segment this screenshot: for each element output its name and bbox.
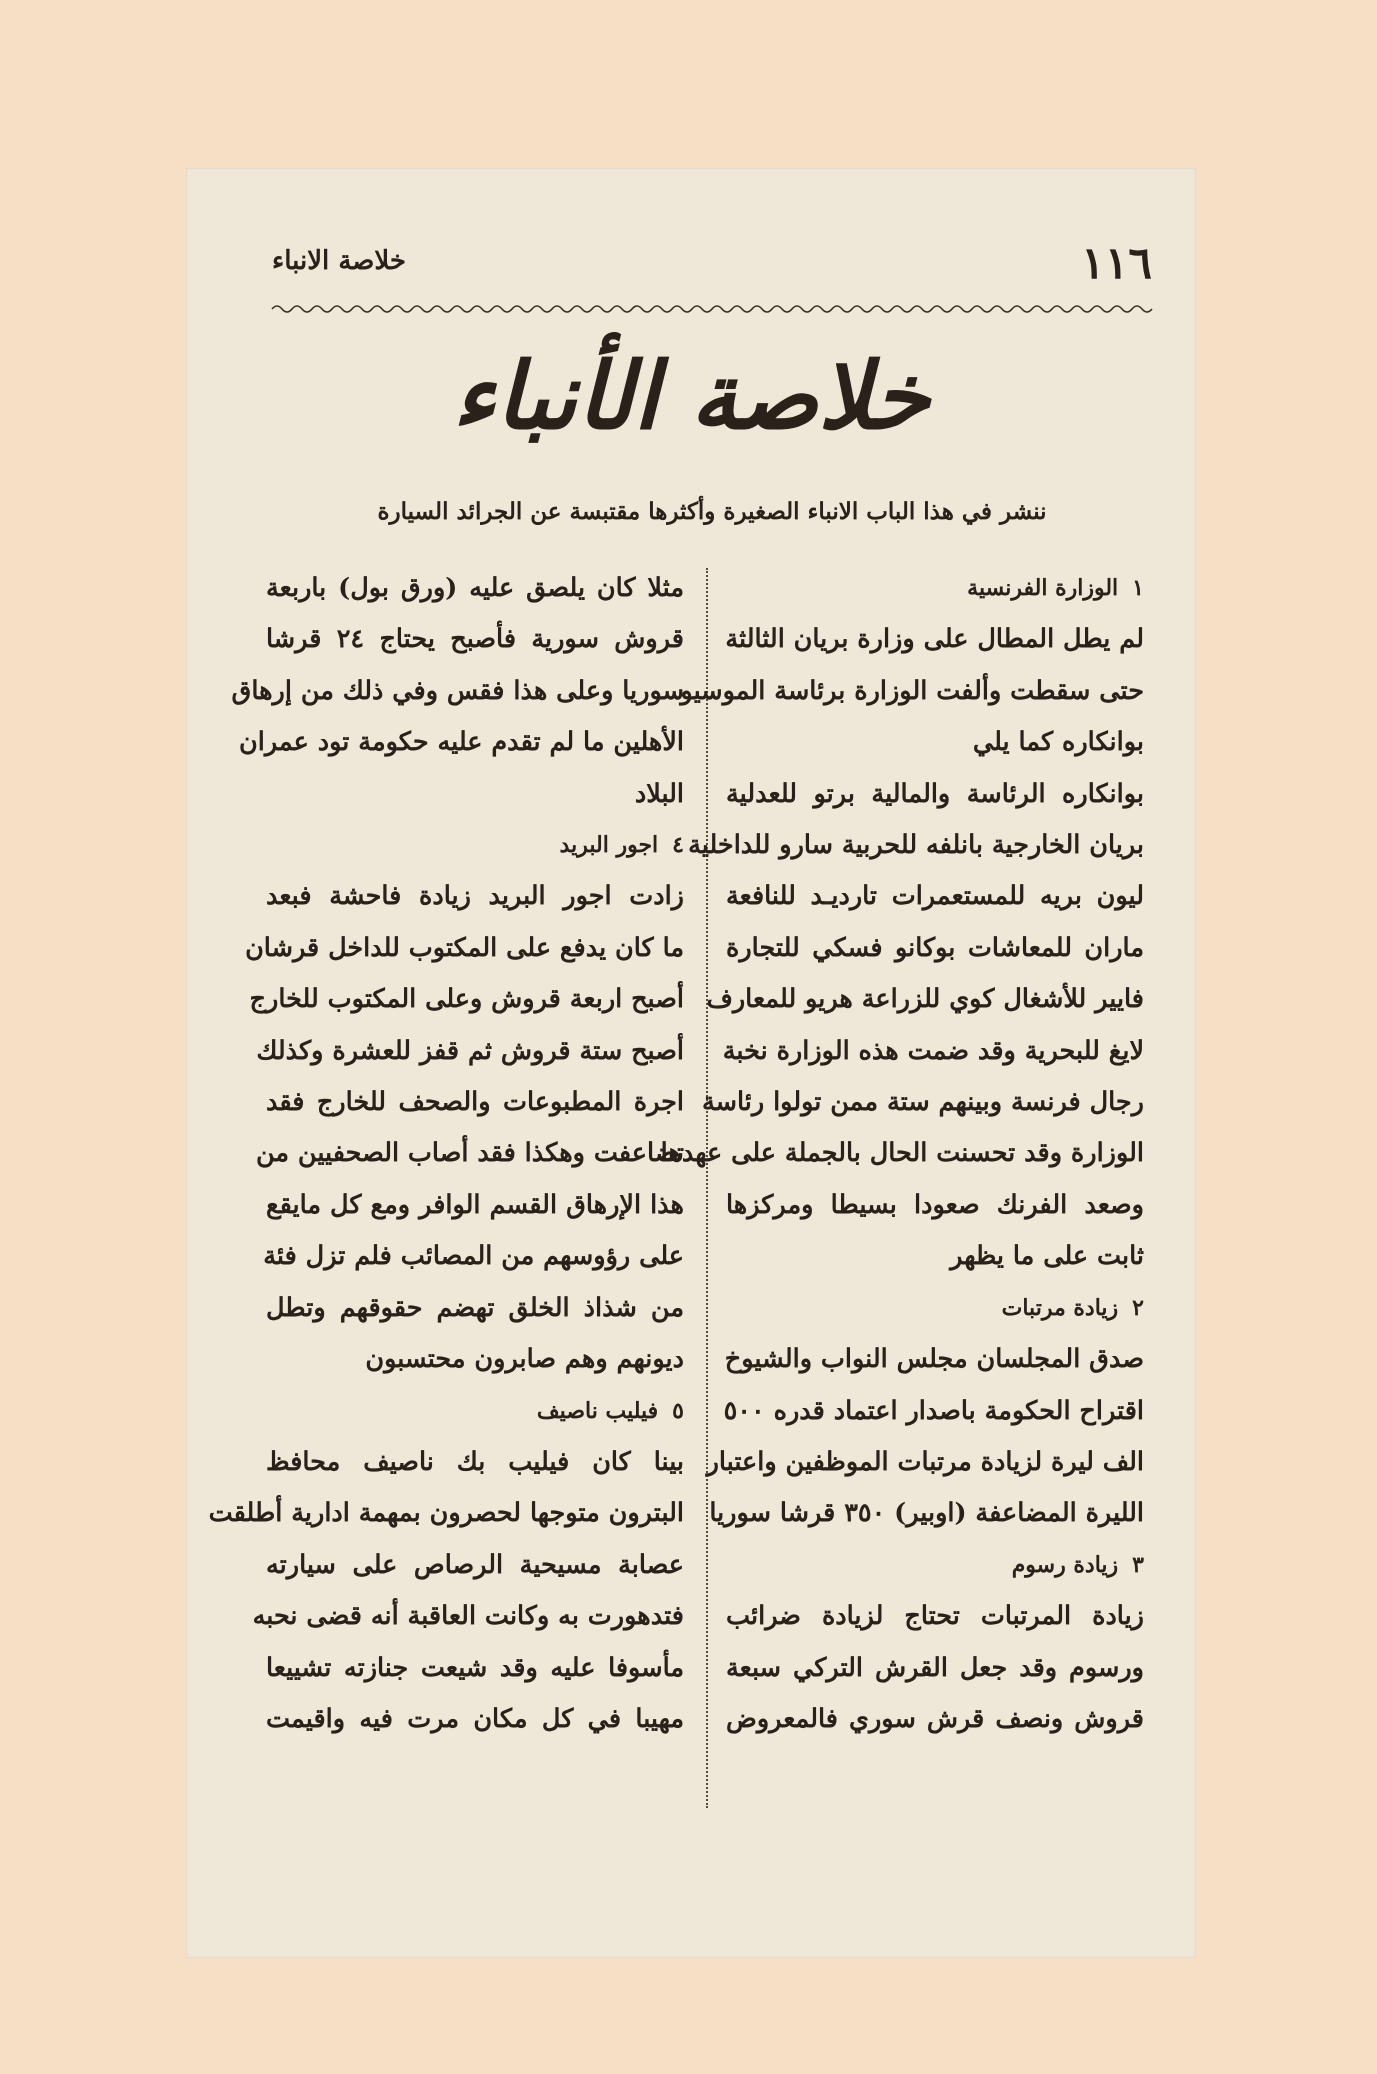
text-line: زيادة المرتبات تحتاج لزيادة ضرائب bbox=[726, 1601, 1144, 1632]
text-line: مهيبا في كل مكان مرت فيه واقيمت bbox=[266, 1703, 684, 1734]
left-column bbox=[208, 563, 684, 1745]
item-title: اجور البريد bbox=[559, 832, 659, 859]
text-line: قروش ونصف قرش سوري فالمعروض bbox=[726, 1703, 1144, 1734]
text-line: فايير للأشغال كوي للزراعة هريو للمعارف bbox=[706, 984, 1144, 1015]
item-heading bbox=[726, 1540, 1144, 1591]
right-column bbox=[660, 563, 1144, 1745]
item-heading bbox=[266, 820, 684, 871]
text-line: الأهلين ما لم تقدم عليه حكومة تود عمران bbox=[239, 727, 684, 758]
column-divider bbox=[706, 568, 708, 1808]
item-number: ٤ bbox=[672, 832, 684, 859]
text-line: بوانكاره كما يلي bbox=[972, 727, 1144, 758]
text-line: بريان الخارجية بانلفه للحربية سارو للداخلية bbox=[688, 830, 1144, 861]
page-header bbox=[272, 238, 1152, 298]
text-line: حتى سقطت وألفت الوزارة برئاسة الموسيو bbox=[680, 675, 1144, 706]
text-line: لم يطل المطال على وزارة بريان الثالثة bbox=[725, 624, 1144, 655]
text-line: وصعد الفرنك صعودا بسيطا ومركزها bbox=[726, 1189, 1144, 1220]
item-heading bbox=[266, 1386, 684, 1437]
text-line: ما كان يدفع على المكتوب للداخل قرشان bbox=[245, 932, 684, 963]
text-line: اجرة المطبوعات والصحف للخارج فقد bbox=[266, 1087, 684, 1118]
item-number: ٣ bbox=[1132, 1551, 1144, 1578]
text-line: الليرة المضاعفة (اوبير) ٣٥٠ قرشا سوريا bbox=[709, 1498, 1144, 1529]
text-line: الوزارة وقد تحسنت الحال بالجملة على عهدها bbox=[660, 1138, 1144, 1169]
page-number: ١١٦ bbox=[1081, 238, 1152, 289]
text-line: مثلا كان يلصق عليه (ورق بول) باربعة bbox=[266, 573, 684, 603]
text-line: صدق المجلسان مجلس النواب والشيوخ bbox=[724, 1344, 1144, 1375]
text-line: البلاد bbox=[634, 778, 684, 809]
text-line: اقتراح الحكومة باصدار اعتماد قدره ٥٠٠ bbox=[723, 1395, 1144, 1426]
item-number: ١ bbox=[1132, 575, 1144, 601]
text-line: الف ليرة لزيادة مرتبات الموظفين واعتبار bbox=[706, 1446, 1144, 1477]
text-line: أصبح اربعة قروش وعلى المكتوب للخارج bbox=[249, 984, 684, 1015]
text-line: عصابة مسيحية الرصاص على سيارته bbox=[266, 1549, 684, 1580]
wavy-rule bbox=[272, 302, 1152, 316]
text-line: مأسوفا عليه وقد شيعت جنازته تشييعا bbox=[266, 1652, 684, 1683]
item-title: فيليب ناصيف bbox=[536, 1397, 659, 1424]
item-number: ٥ bbox=[672, 1397, 684, 1424]
text-line: هذا الإرهاق القسم الوافر ومع كل مايقع bbox=[266, 1189, 684, 1220]
text-line: فتدهورت به وكانت العاقبة أنه قضى نحبه bbox=[252, 1601, 684, 1632]
text-line: ماران للمعاشات بوكانو فسكي للتجارة bbox=[726, 932, 1144, 963]
text-line: ورسوم وقد جعل القرش التركي سبعة bbox=[726, 1652, 1144, 1683]
section-title: خلاصة الأنباء bbox=[452, 342, 930, 450]
text-line: لايغ للبحرية وقد ضمت هذه الوزارة نخبة bbox=[722, 1035, 1144, 1066]
text-line: بوانكاره الرئاسة والمالية برتو للعدلية bbox=[726, 778, 1144, 809]
text-line: ديونهم وهم صابرون محتسبون bbox=[365, 1344, 684, 1375]
item-heading bbox=[726, 1283, 1144, 1334]
section-subtitle: ننشر في هذا الباب الانباء الصغيرة وأكثرها مقتبسة عن الجرائد السيارة bbox=[377, 498, 1047, 525]
item-number: ٢ bbox=[1132, 1294, 1144, 1321]
text-line: تضاعفت وهكذا فقد أصاب الصحفيين من bbox=[255, 1138, 684, 1169]
text-line: زادت اجور البريد زيادة فاحشة فبعد bbox=[266, 881, 684, 912]
item-heading bbox=[726, 563, 1144, 614]
running-title: خلاصة الانباء bbox=[272, 246, 406, 276]
text-line: رجال فرنسة وبينهم ستة ممن تولوا رئاسة bbox=[701, 1087, 1144, 1118]
item-title: الوزارة الفرنسية bbox=[967, 575, 1119, 601]
item-title: زيادة مرتبات bbox=[1001, 1294, 1119, 1321]
text-line: ثابت على ما يظهر bbox=[950, 1241, 1144, 1272]
text-line: البترون متوجها لحصرون بمهمة ادارية أطلقت bbox=[208, 1498, 684, 1529]
text-line: على رؤوسهم من المصائب فلم تزل فئة bbox=[263, 1241, 684, 1272]
text-line: من شذاذ الخلق تهضم حقوقهم وتطل bbox=[266, 1292, 684, 1323]
text-line: بينا كان فيليب بك ناصيف محافظ bbox=[266, 1446, 684, 1477]
text-line: سوريا وعلى هذا فقس وفي ذلك من إرهاق bbox=[231, 675, 684, 706]
text-line: ليون بريه للمستعمرات تارديـد للنافعة bbox=[726, 881, 1144, 912]
text-line: قروش سورية فأصبح يحتاج ٢٤ قرشا bbox=[266, 624, 684, 655]
item-title: زيادة رسوم bbox=[1011, 1551, 1119, 1578]
document-page bbox=[186, 168, 1196, 1958]
text-line: أصبح ستة قروش ثم قفز للعشرة وكذلك bbox=[256, 1035, 684, 1066]
